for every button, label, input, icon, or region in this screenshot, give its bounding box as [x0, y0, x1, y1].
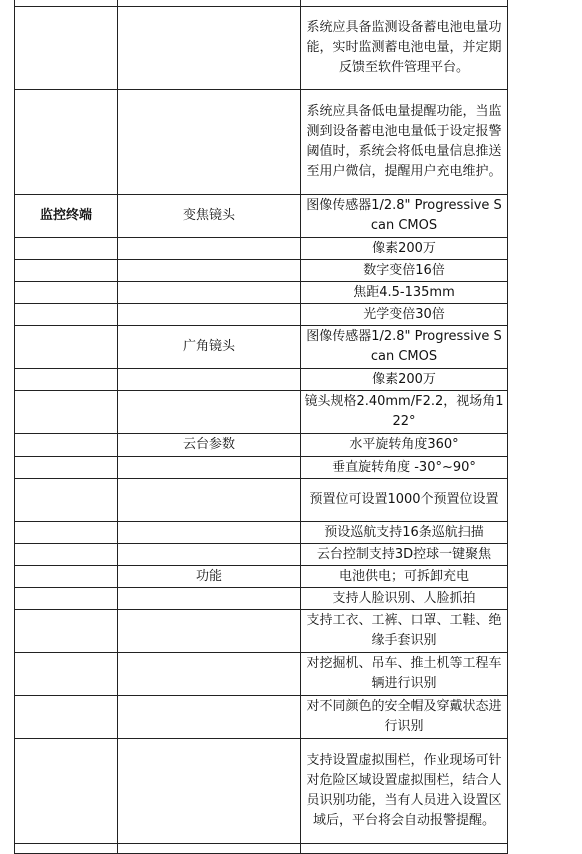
table-row	[15, 304, 508, 326]
section-label-wide-lens: 广角镜头	[118, 326, 301, 369]
spec-cell: 支持人脸识别、人脸抓拍	[301, 588, 508, 610]
table-row	[15, 610, 508, 653]
spec-cell: 像素200万	[301, 369, 508, 391]
table-row	[15, 457, 508, 479]
table-row	[15, 369, 508, 391]
table-row	[15, 326, 508, 369]
table-row	[15, 844, 508, 854]
table-row	[15, 696, 508, 739]
category-label: 监控终端	[15, 195, 118, 238]
table-row	[15, 544, 508, 566]
spec-cell: 图像传感器1/2.8" Progressive Scan CMOS	[301, 195, 508, 238]
table-row	[15, 479, 508, 522]
spec-cell: 支持设置虚拟围栏，作业现场可针对危险区域设置虚拟围栏，结合人员识别功能，当有人员进入设置区域后，平台将会自动报警提醒。	[301, 739, 508, 844]
table-row	[15, 90, 508, 195]
table-row	[15, 7, 508, 90]
spec-cell: 对挖掘机、吊车、推土机等工程车辆进行识别	[301, 653, 508, 696]
section-label-zoom-lens: 变焦镜头	[118, 195, 301, 238]
spec-cell: 预置位可设置1000个预置位设置	[301, 479, 508, 522]
table-row	[15, 566, 508, 588]
table-row	[15, 434, 508, 457]
table-row	[15, 195, 508, 238]
spec-cell: 电池供电；可拆卸充电	[301, 566, 508, 588]
spec-cell: 预设巡航支持16条巡航扫描	[301, 522, 508, 544]
spec-cell: 垂直旋转角度 -30°~90°	[301, 457, 508, 479]
spec-cell: 云台控制支持3D控球一键聚焦	[301, 544, 508, 566]
table-row	[15, 653, 508, 696]
table-row	[15, 739, 508, 844]
spec-cell: 系统应具备监测设备蓄电池电量功能，实时监测蓄电池电量，并定期反馈至软件管理平台。	[301, 7, 508, 90]
spec-cell: 水平旋转角度360°	[301, 434, 508, 457]
spec-cell: 支持工衣、工裤、口罩、工鞋、绝缘手套识别	[301, 610, 508, 653]
table-row	[15, 282, 508, 304]
table-row	[15, 522, 508, 544]
section-label-function: 功能	[118, 566, 301, 588]
table-row	[15, 260, 508, 282]
spec-cell: 光学变倍30倍	[301, 304, 508, 326]
spec-table	[14, 0, 508, 854]
spec-cell: 镜头规格2.40mm/F2.2，视场角122°	[301, 391, 508, 434]
section-label-ptz: 云台参数	[118, 434, 301, 457]
spec-cell: 图像传感器1/2.8" Progressive Scan CMOS	[301, 326, 508, 369]
spec-cell: 数字变倍16倍	[301, 260, 508, 282]
spec-cell: 对不同颜色的安全帽及穿戴状态进行识别	[301, 696, 508, 739]
spec-cell: 焦距4.5-135mm	[301, 282, 508, 304]
spec-cell: 系统应具备低电量提醒功能，当监测到设备蓄电池电量低于设定报警阈值时，系统会将低电量信息推送至用户微信，提醒用户充电维护。	[301, 90, 508, 195]
table-row	[15, 238, 508, 260]
spec-cell: 像素200万	[301, 238, 508, 260]
table-row	[15, 588, 508, 610]
table-row	[15, 391, 508, 434]
